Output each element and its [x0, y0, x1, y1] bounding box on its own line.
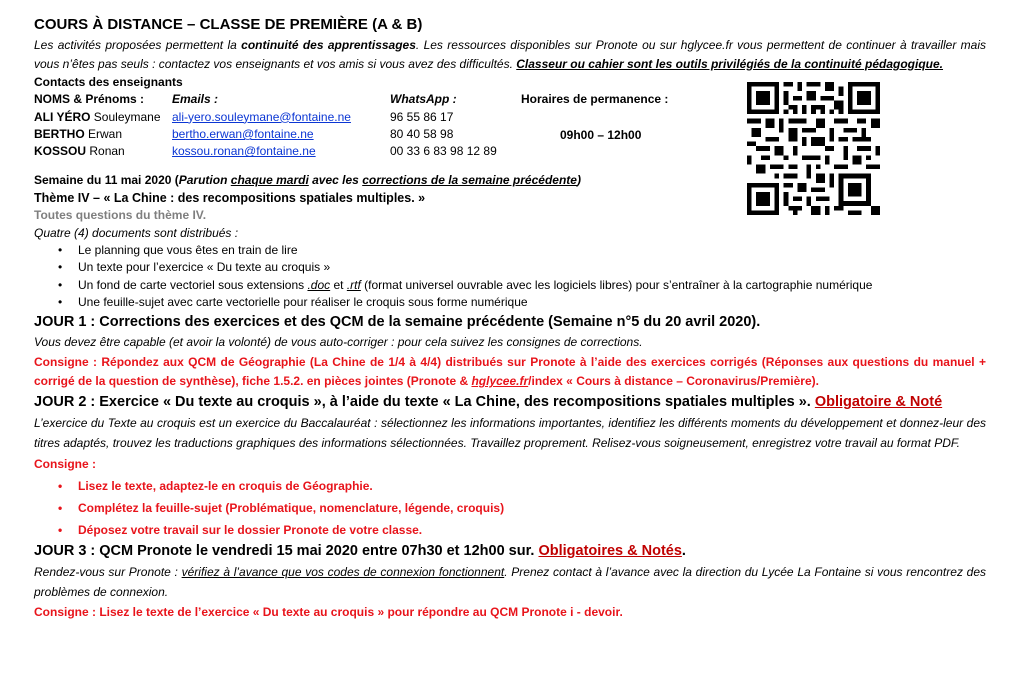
names-column [34, 91, 161, 161]
jour1-title: JOUR 1 : Corrections des exercices et des QCM de la semaine précédente (Semaine n°5 du 20 avril 2020). [34, 313, 761, 330]
teacher-name [34, 143, 161, 160]
jour3-text [34, 563, 986, 603]
teacher-name [34, 109, 161, 126]
contacts-heading: Contacts des enseignants [34, 75, 183, 90]
phone-number: 96 55 86 17 [390, 109, 454, 124]
jour2-consigne-list [34, 475, 986, 542]
list-item-text: (format universel ouvrable avec les logiciels libres) pour s’entraîner à la cartographie numérique [360, 277, 873, 292]
jour3-title-text: JOUR 3 : QCM Pronote le vendredi 15 mai 2020 entre 07h30 et 12h00 sur. [34, 543, 539, 560]
teacher-first-name: Ronan [86, 144, 125, 159]
jour3-title [34, 541, 986, 563]
list-item-text: et [330, 277, 347, 292]
list-item [78, 277, 986, 294]
theme-line: Thème IV – « La Chine : des recompositions spatiales multiples. » [34, 190, 426, 205]
intro-paragraph [34, 36, 986, 73]
teacher-first-name: Souleymane [90, 109, 161, 124]
emails-column [172, 91, 351, 161]
jour2-badge: Obligatoire & Noté [814, 394, 943, 411]
consigne-text: Consigne : Répondez aux QCM de Géographie (La Chine de 1/4 à 4/4) distribués sur Pronote à l’aide des exercices corrigés (Réponses aux questions du manuel + corrigé de la question de synthèse), fiche 1.5.2. en pièces jointes (Pronote & [34, 354, 986, 389]
jour1-note: Vous devez être capable (et avoir la volonté) de vous auto-corriger : pour cela suivez les consignes de corrections. [34, 335, 643, 350]
consigne-text: /index « Cours à distance – Coronavirus/Première). [528, 374, 819, 389]
jour3-badge: Obligatoires & Notés [538, 543, 682, 560]
list-item-text: .rtf [346, 277, 361, 292]
jour3-text-part: . Prenez contact à l’avance avec la direction du Lycée La Fontaine si vous rencontrez des problèmes de connexion. [34, 564, 987, 599]
jour2-title [34, 392, 986, 414]
email-link[interactable]: bertho.erwan@fontaine.ne [172, 126, 314, 141]
list-item-text: Un fond de carte vectoriel sous extensions [78, 277, 308, 292]
teacher-first-name: Erwan [84, 126, 123, 141]
list-item: • Complétez la feuille-sujet (Problématique, nomenclature, légende, croquis) [78, 497, 986, 519]
qr-code-icon [747, 82, 880, 215]
list-item: • Le planning que vous êtes en train de lire [78, 242, 986, 259]
hours-column [521, 91, 668, 108]
phone-number: 00 33 6 83 98 12 89 [390, 144, 497, 159]
phone-number: 80 40 58 98 [390, 126, 454, 141]
emails-header: Emails : [172, 92, 219, 107]
week-text: Parution [178, 173, 231, 188]
page-title: COURS À DISTANCE – CLASSE DE PREMIÈRE (A & B) [34, 16, 423, 33]
week-text: ) [576, 173, 581, 188]
week-text: Semaine du 11 mai 2020 ( [34, 173, 179, 188]
jour3-title-end: . [681, 543, 686, 560]
intro-text-1: Les activités proposées permettent la [34, 38, 242, 52]
jour3-text-part: Rendez-vous sur Pronote : [34, 564, 182, 579]
theme-questions: Toutes questions du thème IV. [34, 208, 207, 223]
week-text: chaque mardi [230, 173, 309, 188]
teacher-last-name: BERTHO [34, 126, 85, 141]
jour2-text: L’exercice du Texte au croquis est un exercice du Baccalauréat : sélectionnez les informations importantes, identifiez les différents moments du développement et donnez-leur des titres adaptés, trouvez les traductions graphiques des informations sélectionnées. Travaillez proprement. Relisez-vous soigneusement, enregistrez votre travail au format PDF. [34, 415, 986, 450]
week-text: avec les [308, 173, 363, 188]
jour1-consigne [34, 353, 986, 393]
hours-value: 09h00 – 12h00 [560, 128, 642, 143]
week-text: corrections de la semaine précédente [362, 173, 577, 188]
jour2-title-text: JOUR 2 : Exercice « Du texte au croquis », à l’aide du texte « La Chine, des recompositions spatiales multiples ». [34, 394, 815, 411]
intro-text-bold: continuité des apprentissages [241, 38, 416, 52]
teacher-last-name: KOSSOU [34, 144, 87, 159]
documents-list [34, 242, 986, 312]
list-item: • Un texte pour l’exercice « Du texte au croquis » [78, 259, 986, 276]
whatsapp-header: WhatsApp : [390, 92, 457, 107]
list-item: • Lisez le texte, adaptez-le en croquis de Géographie. [78, 475, 986, 497]
teacher-name [34, 126, 161, 143]
jour2-consigne-label: Consigne : [34, 456, 96, 471]
teacher-last-name: ALI YÉRO [34, 109, 91, 124]
jour3-consigne: Consigne : Lisez le texte de l’exercice « Du texte au croquis » pour répondre au QCM Pronote i - devoir. [34, 605, 623, 620]
docs-intro: Quatre (4) documents sont distribués : [34, 225, 239, 240]
hours-header: Horaires de permanence : [521, 92, 669, 107]
list-item: • Une feuille-sujet avec carte vectorielle pour réaliser le croquis sous forme numérique [78, 294, 986, 311]
names-header: NOMS & Prénoms : [34, 92, 145, 107]
intro-text-2: . Les ressources disponibles sur Pronote ou sur hglycee.fr vous permettent de continuer à travailler mais vous n’êtes pas seuls : contactez vos enseignants et vos amis si vous avez des difficultés. [34, 38, 986, 71]
hglycee-link[interactable]: hglycee.fr [471, 374, 529, 389]
email-link[interactable]: ali-yero.souleymane@fontaine.ne [172, 109, 351, 124]
whatsapp-column [390, 91, 497, 161]
list-item: • Déposez votre travail sur le dossier Pronote de votre classe. [78, 519, 986, 541]
intro-text-underlined: Classeur ou cahier sont les outils privilégiés de la continuité pédagogique. [516, 56, 944, 71]
email-link[interactable]: kossou.ronan@fontaine.ne [172, 144, 316, 159]
jour3-text-part: vérifiez à l’avance que vos codes de connexion fonctionnent [181, 564, 505, 579]
list-item-text: .doc [307, 277, 331, 292]
